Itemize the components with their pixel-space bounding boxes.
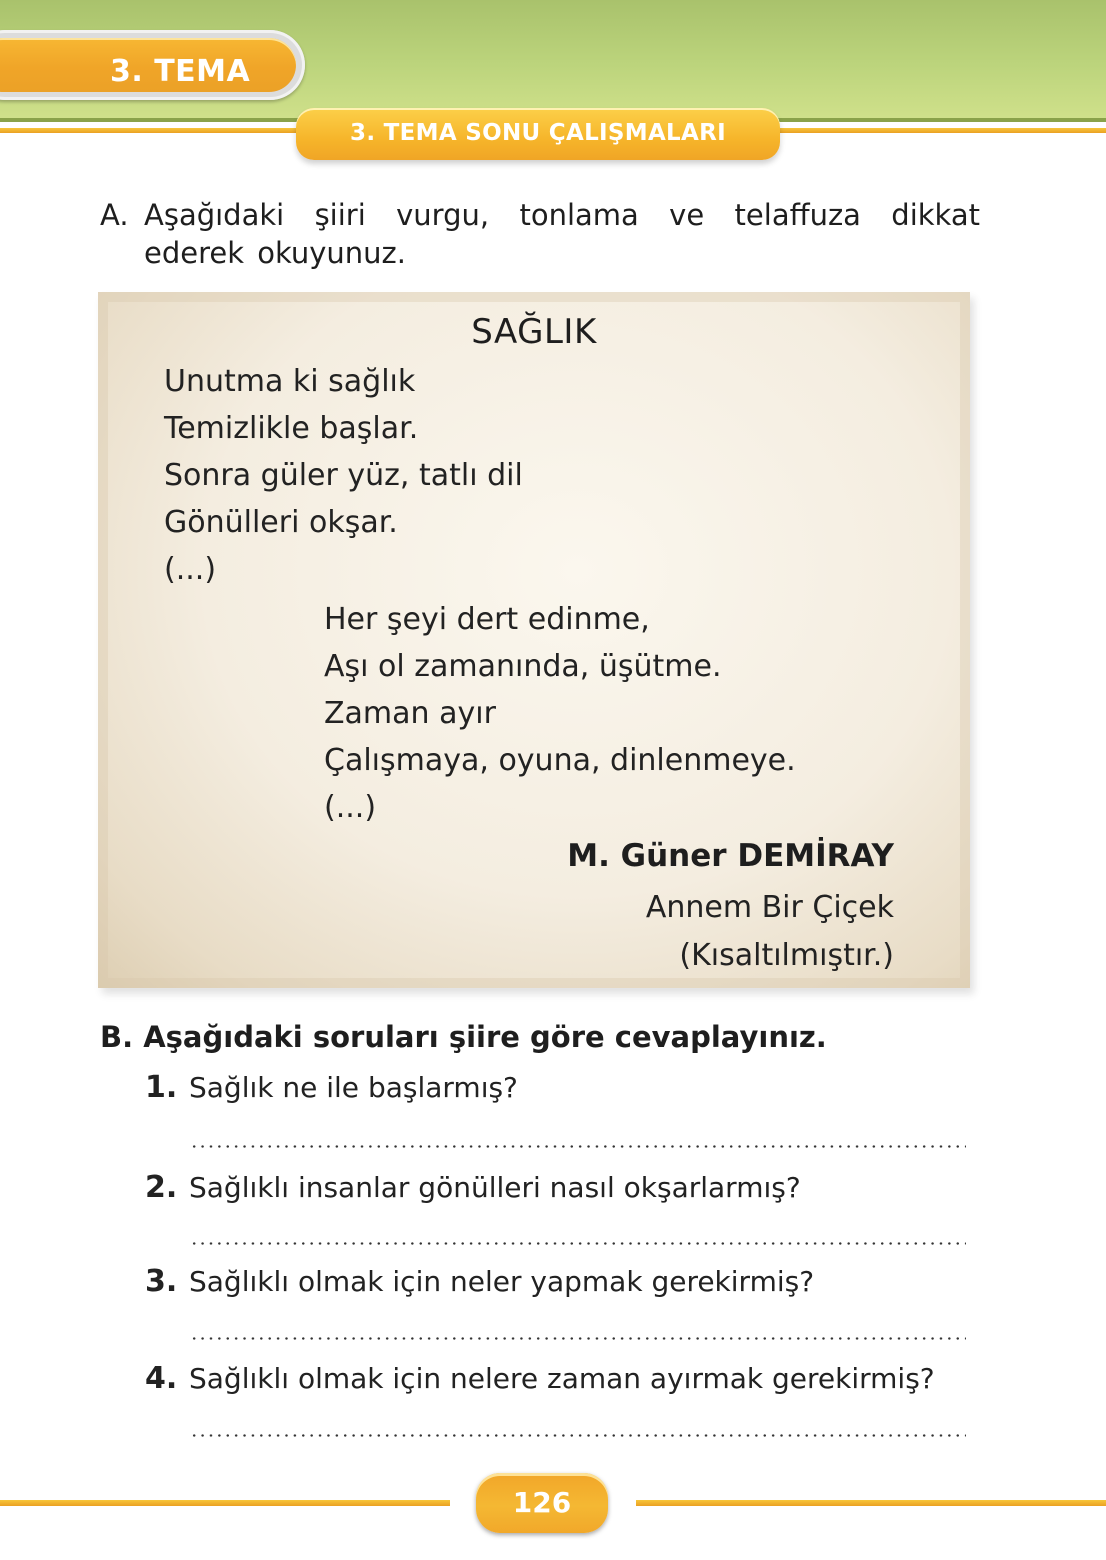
question-2 bbox=[145, 1170, 801, 1205]
section-title: 3. TEMA SONU ÇALIŞMALARI bbox=[350, 120, 726, 146]
answer-line-1[interactable] bbox=[190, 1145, 966, 1148]
poem-line: Unutma ki sağlık bbox=[164, 364, 416, 399]
poem-line: (...) bbox=[324, 790, 377, 825]
question-1 bbox=[145, 1070, 518, 1105]
poem-line: Temizlikle başlar. bbox=[164, 411, 419, 446]
poem-card bbox=[98, 292, 970, 988]
question-number: 1. bbox=[145, 1070, 178, 1105]
question-number: 4. bbox=[145, 1361, 178, 1396]
section-a-letter: A. bbox=[100, 198, 129, 232]
question-3 bbox=[145, 1264, 814, 1299]
section-a-instruction bbox=[100, 196, 980, 272]
question-number: 2. bbox=[145, 1170, 178, 1205]
answer-line-3[interactable] bbox=[190, 1337, 966, 1340]
section-a-text: Aşağıdaki şiiri vurgu, tonlama ve telaffuza dikkat ederek okuyunuz. bbox=[144, 198, 980, 270]
poem-line: Zaman ayır bbox=[324, 696, 496, 731]
theme-badge bbox=[0, 30, 305, 100]
poem-line: Aşı ol zamanında, üşütme. bbox=[324, 649, 722, 684]
poem-source-book: Annem Bir Çiçek bbox=[645, 890, 894, 925]
section-title-badge bbox=[296, 108, 780, 160]
question-text: Sağlıklı olmak için neler yapmak gerekirmiş? bbox=[189, 1265, 815, 1298]
theme-label: 3. TEMA bbox=[110, 54, 251, 89]
poem-line: Sonra güler yüz, tatlı dil bbox=[164, 458, 523, 493]
answer-line-4[interactable] bbox=[190, 1434, 966, 1437]
poem-line: (...) bbox=[164, 552, 217, 587]
poem-line: Her şeyi dert edinme, bbox=[324, 602, 650, 637]
question-4 bbox=[145, 1361, 935, 1396]
footer-rule-left bbox=[0, 1500, 450, 1506]
poem-title: SAĞLIK bbox=[471, 312, 597, 352]
question-text: Sağlıklı insanlar gönülleri nasıl okşarlarmış? bbox=[189, 1171, 801, 1204]
question-text: Sağlık ne ile başlarmış? bbox=[189, 1071, 518, 1104]
answer-line-2[interactable] bbox=[190, 1242, 966, 1245]
poem-author: M. Güner DEMİRAY bbox=[567, 838, 894, 874]
page-number: 126 bbox=[512, 1486, 572, 1519]
poem-line: Çalışmaya, oyuna, dinlenmeye. bbox=[324, 743, 796, 778]
question-text: Sağlıklı olmak için nelere zaman ayırmak gerekirmiş? bbox=[189, 1362, 935, 1395]
poem-line: Gönülleri okşar. bbox=[164, 505, 398, 540]
question-number: 3. bbox=[145, 1264, 178, 1299]
page-number-badge bbox=[476, 1473, 608, 1533]
theme-badge-fill bbox=[0, 38, 296, 92]
footer-rule-right bbox=[636, 1500, 1106, 1506]
poem-abridged-note: (Kısaltılmıştır.) bbox=[679, 938, 894, 973]
section-b-title: B. Aşağıdaki soruları şiire göre cevaplayınız. bbox=[100, 1020, 827, 1054]
